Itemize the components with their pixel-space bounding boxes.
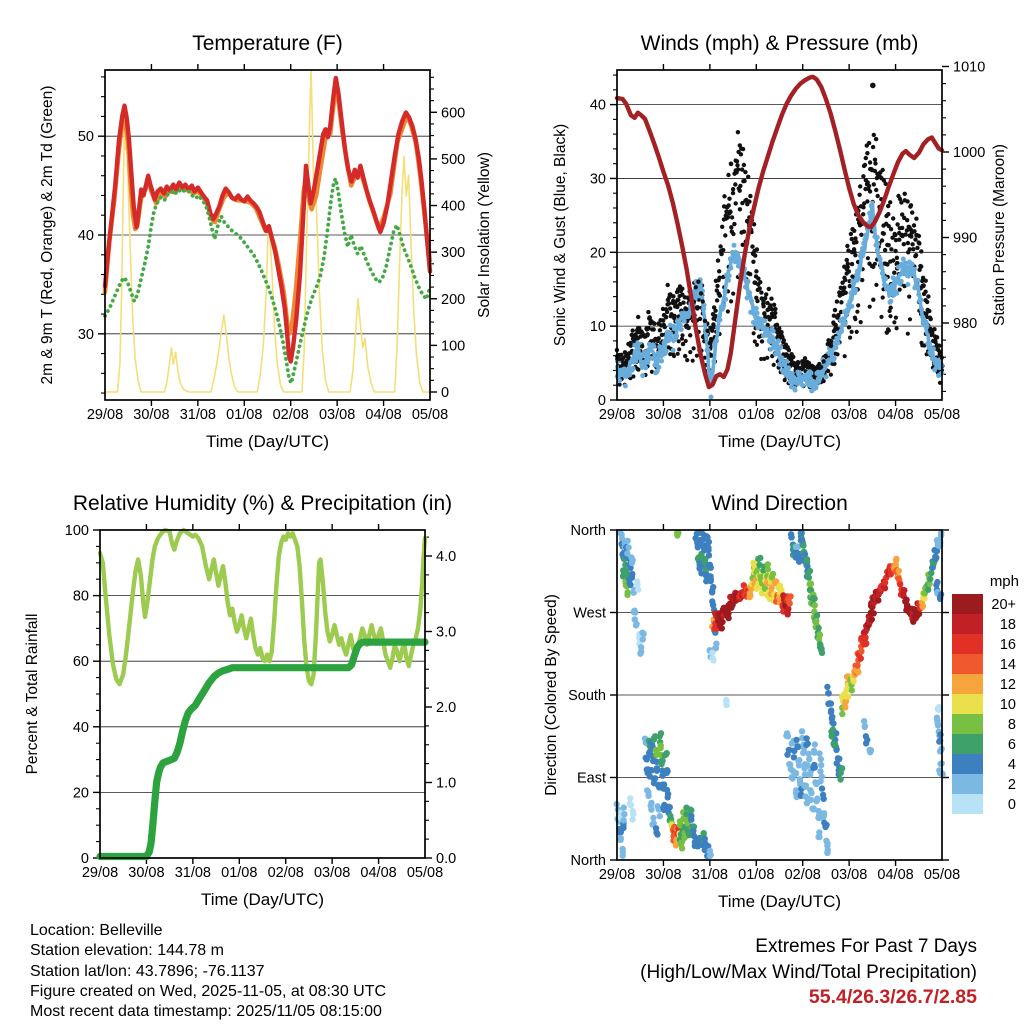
svg-text:0: 0 (597, 393, 606, 409)
svg-text:03/08: 03/08 (830, 867, 868, 883)
svg-text:30/08: 30/08 (645, 867, 682, 883)
svg-text:3.0: 3.0 (436, 624, 457, 641)
svg-text:02/08: 02/08 (272, 407, 309, 423)
svg-text:31/08: 31/08 (691, 407, 729, 423)
svg-text:31/08: 31/08 (174, 865, 212, 881)
svg-text:200: 200 (441, 291, 466, 308)
svg-text:mph: mph (989, 573, 1019, 590)
svg-text:1010: 1010 (953, 59, 986, 76)
svg-text:30/08: 30/08 (128, 865, 165, 881)
svg-text:Station Pressure (Maroon): Station Pressure (Maroon) (991, 144, 1008, 326)
extremes-values: 55.4/26.3/26.7/2.85 (808, 986, 977, 1008)
svg-text:01/08: 01/08 (226, 407, 263, 423)
svg-text:400: 400 (441, 198, 466, 215)
station-footer (30, 921, 386, 1022)
svg-text:20: 20 (72, 785, 89, 802)
svg-text:16: 16 (999, 637, 1016, 653)
svg-text:Percent & Total Rainfall: Percent & Total Rainfall (24, 613, 41, 775)
svg-text:40: 40 (589, 97, 606, 114)
svg-text:30: 30 (77, 326, 94, 343)
svg-text:29/08: 29/08 (81, 865, 119, 881)
svg-text:Solar Insolation (Yellow): Solar Insolation (Yellow) (476, 152, 493, 318)
svg-text:40: 40 (72, 719, 89, 736)
svg-text:1000: 1000 (953, 145, 986, 161)
svg-text:2.0: 2.0 (436, 700, 457, 716)
svg-text:300: 300 (441, 245, 466, 262)
svg-text:05/08: 05/08 (411, 407, 449, 423)
svg-text:East: East (576, 770, 606, 787)
svg-text:10: 10 (999, 697, 1016, 713)
extremes-subtitle: (High/Low/Max Wind/Total Precipitation) (640, 961, 977, 983)
svg-text:18: 18 (999, 617, 1016, 633)
footer-latlon: Station lat/lon: 43.7896; -76.1137 (30, 962, 265, 980)
svg-text:03/08: 03/08 (313, 865, 351, 881)
svg-text:North: North (570, 853, 606, 869)
svg-text:Sonic Wind & Gust (Blue, Black: Sonic Wind & Gust (Blue, Black) (552, 123, 569, 347)
svg-text:2m & 9m T (Red, Orange) & 2m T: 2m & 9m T (Red, Orange) & 2m Td (Green) (39, 85, 56, 385)
svg-text:29/08: 29/08 (86, 407, 124, 423)
svg-text:West: West (573, 605, 606, 622)
svg-text:03/08: 03/08 (830, 407, 868, 423)
svg-text:10: 10 (589, 319, 606, 336)
svg-text:01/08: 01/08 (221, 865, 258, 881)
svg-text:60: 60 (72, 654, 89, 671)
svg-text:04/08: 04/08 (360, 865, 397, 881)
svg-text:04/08: 04/08 (365, 407, 402, 423)
svg-text:South: South (568, 688, 606, 704)
svg-text:05/08: 05/08 (406, 865, 444, 881)
svg-text:North: North (570, 523, 606, 539)
svg-text:100: 100 (441, 338, 466, 355)
svg-text:0: 0 (1007, 797, 1016, 813)
svg-text:500: 500 (441, 151, 466, 168)
svg-text:0.0: 0.0 (436, 851, 457, 867)
footer-elevation: Station elevation: 144.78 m (30, 942, 224, 960)
svg-text:Temperature (F): Temperature (F) (192, 32, 343, 55)
svg-text:12: 12 (999, 677, 1016, 693)
svg-text:31/08: 31/08 (691, 867, 729, 883)
svg-text:02/08: 02/08 (784, 407, 821, 423)
svg-text:80: 80 (72, 588, 89, 605)
svg-text:Direction (Colored By Speed): Direction (Colored By Speed) (543, 594, 560, 796)
svg-text:0: 0 (441, 385, 450, 401)
svg-text:14: 14 (999, 657, 1016, 673)
svg-text:Wind Direction: Wind Direction (711, 492, 848, 515)
svg-text:31/08: 31/08 (179, 407, 217, 423)
svg-text:29/08: 29/08 (598, 867, 636, 883)
svg-text:4: 4 (1007, 757, 1016, 773)
svg-text:04/08: 04/08 (877, 407, 914, 423)
footer-timestamp: Most recent data timestamp: 2025/11/05 08:15:00 (30, 1003, 382, 1021)
svg-text:600: 600 (441, 105, 466, 122)
svg-text:1.0: 1.0 (436, 775, 457, 792)
svg-text:8: 8 (1007, 717, 1016, 733)
svg-text:04/08: 04/08 (877, 867, 914, 883)
svg-text:Time (Day/UTC): Time (Day/UTC) (717, 892, 842, 911)
svg-text:Time (Day/UTC): Time (Day/UTC) (717, 432, 842, 451)
svg-text:0: 0 (80, 851, 89, 867)
svg-text:30/08: 30/08 (133, 407, 170, 423)
svg-text:Time (Day/UTC): Time (Day/UTC) (200, 890, 325, 909)
svg-text:30/08: 30/08 (645, 407, 682, 423)
extremes-summary (640, 934, 977, 1011)
svg-text:100: 100 (64, 523, 89, 539)
svg-text:50: 50 (77, 129, 94, 146)
svg-text:990: 990 (953, 230, 978, 247)
svg-text:Time (Day/UTC): Time (Day/UTC) (205, 432, 330, 451)
svg-text:6: 6 (1007, 737, 1016, 753)
svg-text:980: 980 (953, 316, 978, 332)
extremes-title: Extremes For Past 7 Days (755, 936, 977, 957)
svg-text:05/08: 05/08 (923, 867, 961, 883)
svg-text:2: 2 (1007, 777, 1016, 793)
svg-text:01/08: 01/08 (738, 867, 775, 883)
svg-text:20: 20 (589, 245, 606, 262)
svg-text:01/08: 01/08 (738, 407, 775, 423)
svg-text:40: 40 (77, 228, 94, 244)
svg-text:05/08: 05/08 (923, 407, 961, 423)
svg-text:02/08: 02/08 (267, 865, 304, 881)
svg-text:30: 30 (589, 171, 606, 188)
svg-text:4.0: 4.0 (436, 549, 457, 565)
svg-text:29/08: 29/08 (598, 407, 636, 423)
svg-text:03/08: 03/08 (318, 407, 356, 423)
svg-text:Winds (mph) & Pressure (mb): Winds (mph) & Pressure (mb) (640, 32, 919, 55)
svg-text:Relative Humidity (%) & Precip: Relative Humidity (%) & Precipitation (in) (72, 492, 453, 515)
footer-location: Location: Belleville (30, 922, 163, 939)
svg-text:20+: 20+ (991, 597, 1016, 613)
footer-created: Figure created on Wed, 2025-11-05, at 08:30 UTC (30, 982, 387, 1000)
svg-text:02/08: 02/08 (784, 867, 821, 883)
